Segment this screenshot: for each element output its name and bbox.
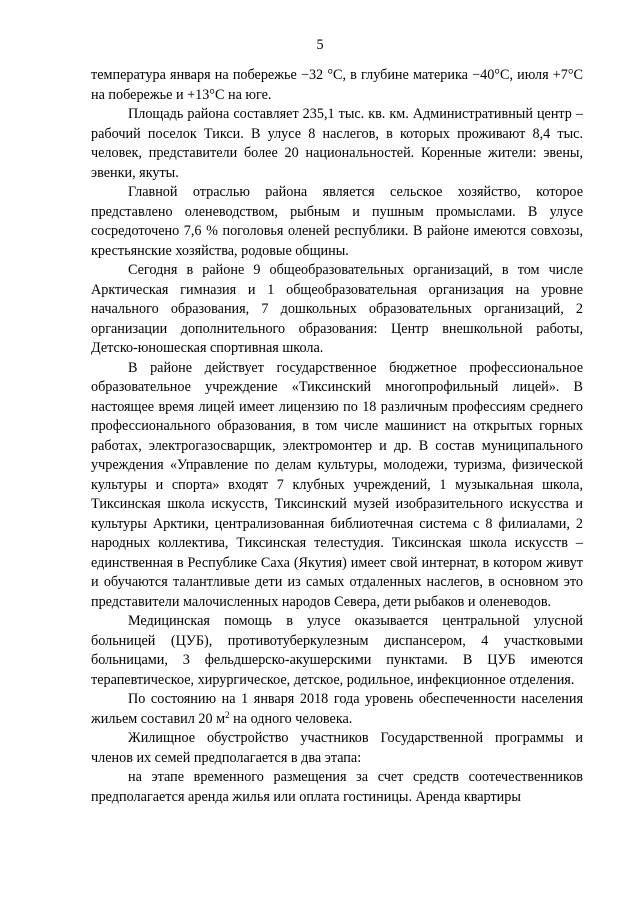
paragraph-area: Площадь района составляет 235,1 тыс. кв. км. Административный центр – рабочий поселок Тикси. В улусе 8 наслегов, в которых проживают 8,4 тыс. человек, представители более 20 национальностей. Коренные жители: эвены, эвенки, якуты. — [91, 106, 583, 181]
paragraph-medicine: Медицинская помощь в улусе оказывается центральной улусной больницей (ЦУБ), противотуберкулезным диспансером, 4 участковыми больницами, 3 фельдшерско-акушерскими пунктами. В ЦУБ имеются терапевтическое, хирургическое, детское, родильное, инфекционное отделения. — [91, 613, 583, 688]
housing-tail: на одного человека. — [229, 710, 353, 727]
paragraph-temporary-housing: на этапе временного размещения за счет средств соотечественников предполагается аренда жилья или оплата гостиницы. Аренда квартиры — [91, 769, 583, 805]
paragraph-economy: Главной отраслью района является сельское хозяйство, которое представлено оленеводством, рыбным и пушным промыслами. В улусе сосредоточено 7,6 % поголовья оленей республики. В районе имеются совхозы, крестьянские хозяйства, родовые общины. — [91, 184, 583, 259]
paragraph-housing — [91, 690, 583, 729]
housing-superscript: 2 — [225, 709, 230, 720]
paragraph-climate: температура января на побережье −32 °С, в глубине материка −40°С, июля +7°С на побережье и +13°С на юге. — [91, 67, 583, 103]
page-number: 5 — [316, 37, 324, 53]
paragraph-lyceum-culture: В районе действует государственное бюджетное профессиональное образовательное учреждение «Тиксинский многопрофильный лицей». В настоящее время лицей имеет лицензию по 18 различным профессиям среднего профессионального образования, в том числе машинист на открытых горных работах, электрогазосварщик, электромонтер и др. В состав муниципального учреждения «Управление по делам культуры, молодежи, туризма, физической культуры и спорта» входят 7 клубных учреждений, 1 музыкальная школа, Тиксинская школа искусств, Тиксинский музей изобразительного искусства и культуры Арктики, централизованная библиотечная система с 8 филиалами, 2 народных коллектива, Тиксинская телестудия. Тиксинская школа искусств – единственная в Республике Саха (Якутия) имеет свой интернат, в котором живут и обучаются талантливые дети из самых отдаленных наслегов, в основном это представители малочисленных народов Севера, дети рыбаков и оленеводов. — [91, 359, 583, 610]
paragraph-education: Сегодня в районе 9 общеобразовательных организаций, в том числе Арктическая гимназия и 1 общеобразовательная организация на уровне начального образования, 7 дошкольных образовательных организаций, 2 организации дополнительного образования: Центр внешкольной работы, Детско-юношеская спортивная школа. — [91, 262, 583, 356]
document-body — [91, 66, 583, 807]
paragraph-housing-stages: Жилищное обустройство участников Государственной программы и членов их семей предполагается в два этапа: — [91, 730, 583, 766]
housing-text: По состоянию на 1 января 2018 года уровень обеспеченности населения жильем составил 20 м — [91, 691, 583, 727]
